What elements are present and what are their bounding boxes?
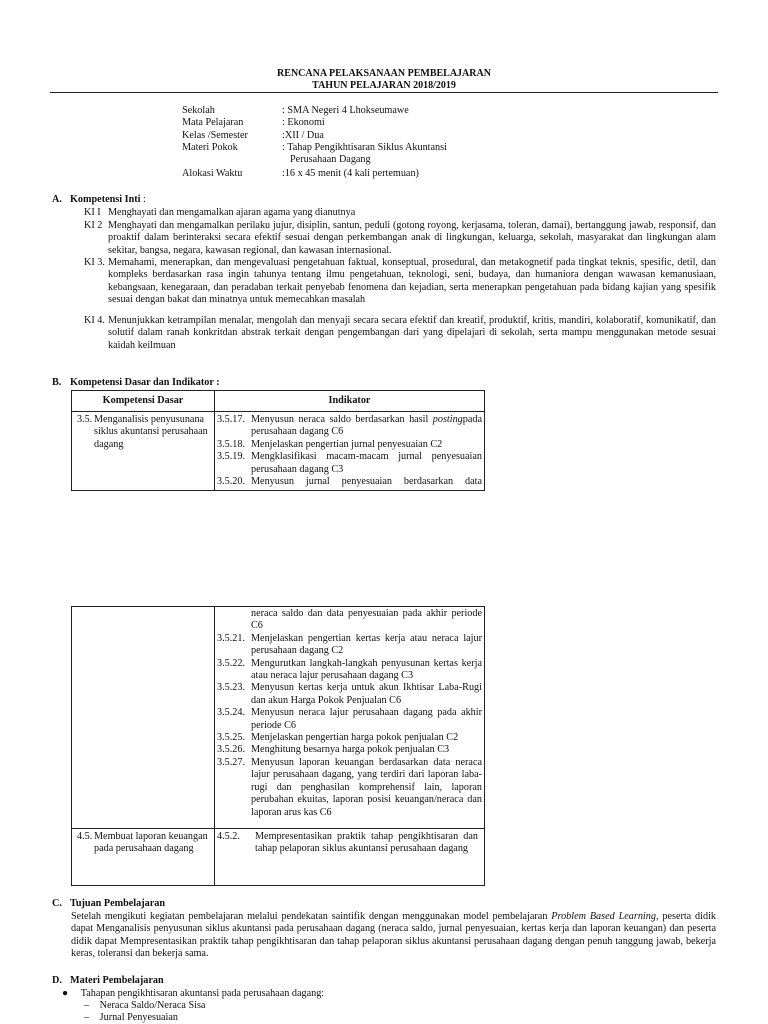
indikator-item (215, 732, 482, 744)
kd-number: 4.5. (77, 831, 93, 842)
indikator-item (215, 744, 482, 756)
ki-text: Menghayati dan mengamalkan ajaran agama yang dianutnya (108, 207, 356, 218)
kd-text: Membuat laporan keuangan pada perusahaan dagang (94, 831, 208, 855)
indikator-text-italic: posting (432, 414, 463, 425)
identity-label: Kelas /Semester (182, 130, 248, 141)
indikator-text: Menyusun neraca saldo berdasarkan hasil (251, 414, 429, 425)
dash-icon: – (84, 1012, 90, 1023)
materi-dash-item (84, 1012, 178, 1024)
indikator-text: Menyusun laporan keuangan berdasarkan data neraca lajur perusahaan dagang, yang terdiri dari laporan laba-rugi dan penghasilan komprehensif lain, laporan perubahan ekuitas, laporan posisi keuangan/neraca dan laporan arus kas C6 (251, 756, 482, 818)
section-d-heading (52, 975, 164, 987)
ki-label: KI 2 (84, 220, 103, 231)
indikator-text: Menyusun jurnal penyesuaian berdasarkan data (251, 476, 482, 488)
identity-label: Mata Pelajaran (182, 117, 244, 128)
section-letter: D. (52, 975, 62, 986)
section-b-heading (52, 377, 220, 389)
section-colon: : (140, 194, 146, 205)
identity-value: Perusahaan Dagang (290, 154, 371, 165)
section-title: Kompetensi Dasar dan Indikator : (70, 377, 220, 388)
identity-label: Materi Pokok (182, 142, 238, 153)
indikator-item (215, 707, 482, 732)
section-c-heading (52, 898, 165, 910)
indikator-text: Mengklasifikasi macam-macam jurnal penyesuaian perusahaan dagang C3 (251, 451, 482, 475)
ki-item (84, 257, 716, 307)
tujuan-paragraph (71, 911, 716, 961)
document-title: RENCANA PELAKSANAAN PEMBELAJARAN (277, 68, 491, 79)
identity-value: :XII / Dua (282, 130, 324, 141)
document-header (0, 68, 768, 91)
identity-label: Alokasi Waktu (182, 168, 243, 179)
indikator-text: Menyusun kertas kerja untuk akun Ikhtisar Laba-Rugi dan akun Harga Pokok Penjualan C6 (251, 682, 482, 706)
indikator-continued (215, 608, 482, 633)
ki-item (84, 207, 716, 219)
column-header-indikator: Indikator (215, 391, 485, 412)
indikator-text: Menghitung besarnya harga pokok penjualan C3 (251, 744, 450, 756)
indikator-number: 3.5.27. (217, 756, 246, 768)
section-a-heading (52, 194, 146, 206)
ki-text: Memahami, menerapkan, dan mengevaluasi pengetahuan faktual, konseptual, prosedural, dan metakognetif pada tingkat teknis, spesific, detil, dan kompleks berdasarkan rasa ingin tahunya tentang ilmu pengetahuan, teknologi, seni, budaya, dan humaniora dengan wawasan kemanusiaan, kebangsaan, kenegaraan, dan peradaban terkait penyebab fenomena dan kejadian, serta menerapkan pengetahuan pada bidang kajian yang spesifik sesuai dengan bakat dan minatnya untuk memecahkan masalah (108, 257, 716, 306)
indikator-text: Menjelaskan pengertian jurnal penyesuaian C2 (251, 438, 443, 450)
materi-dash-item (84, 1000, 205, 1012)
indikator-cell (215, 607, 485, 829)
table-header-row (72, 391, 485, 412)
kd-text: Menganalisis penyusunana siklus akuntansi perusahaan dagang (94, 414, 208, 450)
ki-item (84, 220, 716, 257)
bullet-icon: ● (62, 988, 69, 999)
table-row (72, 829, 485, 886)
kd-entry (72, 412, 214, 451)
indikator-text: neraca saldo dan data penyesuaian pada akhir periode C6 (251, 608, 482, 632)
indikator-text: Mempresentasikan praktik tahap pengikhtisaran dan tahap pelaporan siklus akuntansi perusahaan dagang (255, 831, 478, 855)
indikator-text: Menjelaskan pengertian kertas kerja atau neraca lajur perusahaan dagang C2 (251, 632, 482, 657)
kd-number: 3.5. (77, 414, 93, 425)
indikator-text: Menjelaskan pengertian harga pokok penjualan C2 (251, 732, 459, 744)
document-year: TAHUN PELAJARAN 2018/2019 (312, 79, 456, 91)
indikator-item (215, 439, 482, 451)
kd-cell (72, 829, 215, 886)
tujuan-text: peserta didik dapat Menganalisis penyusunan siklus akuntansi pada perusahaan dagang (neraca saldo, jurnal penyesuaian, kertas kerja dan laporan keuangan) dan peserta didik dapat Mempresentasikan praktik tahap pengikhtisaran dan tahap pelaporan siklus akuntansi perusahaan dagang dengan penuh tanggung jawab, bekerja keras, toleransi dan bekerja sama. (71, 911, 716, 960)
indikator-number: 4.5.2. (217, 831, 240, 842)
section-letter: B. (52, 377, 62, 388)
indikator-cell (215, 829, 485, 886)
dash-icon: – (84, 1000, 90, 1011)
indikator-number: 3.5.20. (217, 476, 246, 488)
kd-cell (72, 412, 215, 491)
indikator-cell (215, 412, 485, 491)
ki-item (84, 315, 716, 352)
identity-value: : Ekonomi (282, 117, 325, 128)
header-divider (50, 92, 718, 93)
indikator-item (215, 682, 482, 707)
kd-table-part-2 (71, 606, 485, 886)
indikator-number: 3.5.26. (217, 744, 246, 756)
indikator-item (215, 831, 478, 856)
indikator-number: 3.5.25. (217, 732, 246, 744)
materi-bullet-text: Tahapan pengikhtisaran akuntansi pada perusahaan dagang: (80, 988, 325, 999)
section-title: Kompetensi Inti (70, 194, 141, 205)
ki-label: KI 3. (84, 257, 105, 268)
identity-label: Sekolah (182, 105, 215, 116)
ki-label: KI I (84, 207, 101, 218)
materi-bullet (62, 988, 324, 1000)
indikator-text: pada perusahaan dagang C6 (251, 414, 483, 438)
section-letter: A. (52, 194, 62, 205)
indikator-item (215, 476, 482, 488)
kd-table-part-1 (71, 390, 485, 491)
indikator-item (215, 658, 482, 683)
identity-value: :16 x 45 menit (4 kali pertemuan) (282, 168, 419, 179)
indikator-number: 3.5.21. (217, 632, 246, 644)
indikator-item (215, 414, 482, 439)
indikator-item (215, 757, 482, 819)
indikator-number: 3.5.24. (217, 707, 246, 719)
ki-label: KI 4. (84, 315, 105, 326)
indikator-number: 3.5.17. (217, 414, 246, 425)
ki-text: Menghayati dan mengamalkan perilaku jujur, disiplin, santun, peduli (gotong royong, kerjasama, toleran, damai), bertanggung jawab, responsif, dan proaktif dalam berinteraksi secara efektif sesuai dengan perkembangan anak di lingkungan, keluarga, sekolah, masyarakat dan lingkungan alam sekitar, bangsa, negara, kawasan regional, dan kawasan internasional. (108, 220, 716, 256)
section-letter: C. (52, 898, 62, 909)
indikator-item (215, 451, 482, 476)
indikator-number: 3.5.19. (217, 451, 246, 463)
indikator-number: 3.5.22. (217, 657, 246, 669)
indikator-text: Menyusun neraca lajur perusahaan dagang pada akhir periode C6 (251, 707, 482, 731)
table-row (72, 607, 485, 829)
ki-text: Menunjukkan ketrampilan menalar, mengolah dan menyaji secara secara efektif dan kreatif, produktif, kritis, mandiri, kolaboratif, komunikatif, dan solutif dalam ranah konkritdan abstrak terkait dengan pengembangan dari yang dipelajari di sekolah, serta mampu menggunakan metode sesuai kaidah keilmuan (108, 315, 716, 351)
column-header-kd: Kompetensi Dasar (72, 391, 215, 412)
tujuan-model-italic: Problem Based Learning, (551, 911, 659, 922)
kd-entry (72, 829, 214, 856)
identity-value: : Tahap Pengikhtisaran Siklus Akuntansi (282, 142, 447, 153)
indikator-item (215, 633, 482, 658)
tujuan-text: Setelah mengikuti kegiatan pembelajaran melalui pendekatan saintifik dengan menggunakan model pembelajaran (71, 911, 548, 922)
table-row (72, 412, 485, 491)
indikator-text: Mengurutkan langkah-langkah penyusunan kertas kerja atau neraca lajur perusahaan dagang C3 (251, 657, 482, 682)
section-title: Materi Pembelajaran (70, 975, 164, 986)
indikator-number: 3.5.18. (217, 438, 246, 450)
kd-cell-empty (72, 607, 215, 829)
materi-dash-text: Jurnal Penyesuaian (99, 1012, 179, 1023)
materi-dash-text: Neraca Saldo/Neraca Sisa (99, 1000, 206, 1011)
identity-value: : SMA Negeri 4 Lhokseumawe (282, 105, 409, 116)
section-title: Tujuan Pembelajaran (70, 898, 165, 909)
indikator-number: 3.5.23. (217, 682, 246, 694)
